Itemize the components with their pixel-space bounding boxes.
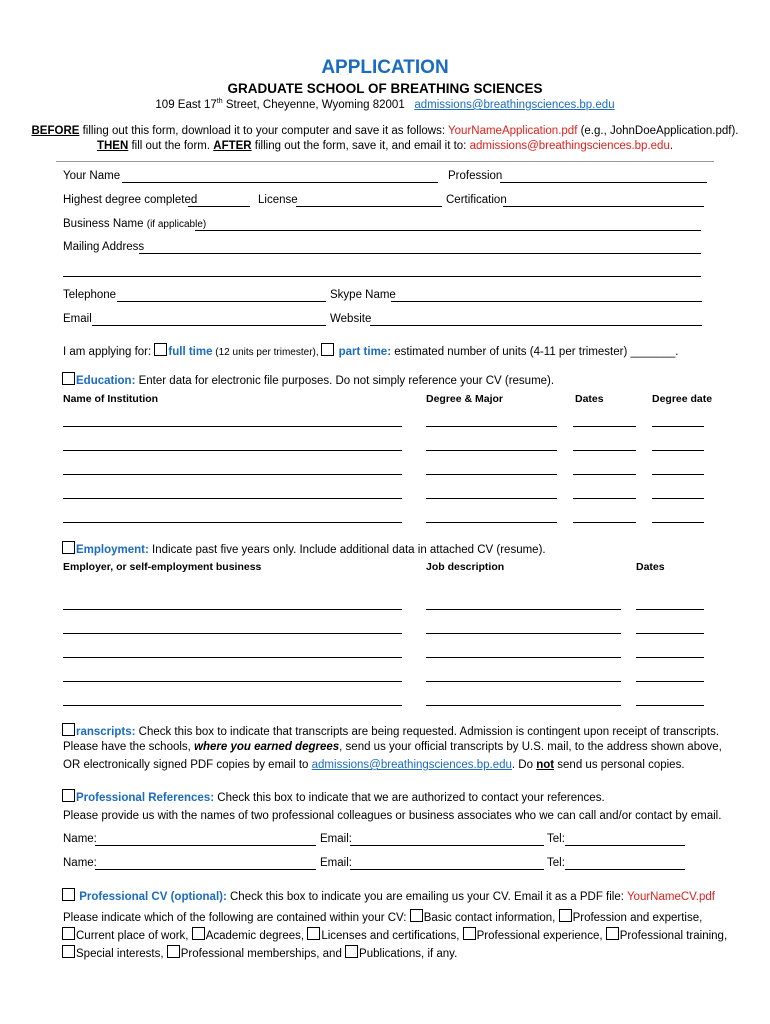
employment-row-1-field-3[interactable] <box>636 609 704 610</box>
education-row-5-field-2[interactable] <box>426 522 557 523</box>
cv-options-line-3 <box>62 945 457 960</box>
employment-row-2-field-2[interactable] <box>426 633 621 634</box>
then-label: THEN <box>96 140 129 152</box>
col-degree-date: Degree date <box>652 393 713 405</box>
ref1-email-label: Email: <box>320 833 352 845</box>
profession-field[interactable] <box>500 182 707 183</box>
email-field[interactable] <box>92 325 326 326</box>
references-note: Check this box to indicate that we are authorized to contact your references. <box>214 792 605 804</box>
col-employment-dates: Dates <box>636 561 665 573</box>
transcripts-email-link[interactable]: admissions@breathingsciences.bp.edu <box>311 759 512 771</box>
license-label: License <box>258 194 298 206</box>
transcripts-emphasis: where you earned degrees <box>194 741 340 753</box>
employment-row-4-field-3[interactable] <box>636 681 704 682</box>
highest-degree-label: Highest degree completed <box>63 194 198 206</box>
education-row-2-field-2[interactable] <box>426 450 557 451</box>
full-time-label: full time <box>168 346 213 358</box>
col-dates: Dates <box>575 393 604 405</box>
education-row-4-field-4[interactable] <box>652 498 704 499</box>
cv-prompt: Please indicate which of the following are contained within your CV: <box>63 912 410 924</box>
education-row-4-field-1[interactable] <box>63 498 402 499</box>
employment-row-3-field-1[interactable] <box>63 657 402 658</box>
col-job-description: Job description <box>426 561 505 573</box>
education-row-4-field-2[interactable] <box>426 498 557 499</box>
divider <box>56 161 714 162</box>
education-note: Enter data for electronic file purposes. Do not simply reference your CV (resume). <box>135 375 555 387</box>
school-address <box>0 98 770 111</box>
ref1-tel-field[interactable] <box>565 845 685 846</box>
col-institution: Name of Institution <box>63 393 159 405</box>
employment-row-5-field-3[interactable] <box>636 705 704 706</box>
part-time-checkbox[interactable] <box>321 343 334 356</box>
business-name-note: (if applicable) <box>146 219 207 230</box>
cv-training-label: Professional training, <box>619 930 728 942</box>
cv-options-line-1 <box>63 909 702 924</box>
cv-checkbox[interactable] <box>62 888 75 901</box>
cv-memberships-label: Professional memberships, and <box>180 948 346 960</box>
your-name-field[interactable] <box>122 182 438 183</box>
employment-row-1-field-1[interactable] <box>63 609 402 610</box>
education-header <box>62 372 554 387</box>
education-row-3-field-2[interactable] <box>426 474 557 475</box>
employment-row-5-field-1[interactable] <box>63 705 402 706</box>
cv-publications-label: Publications, if any. <box>359 948 458 960</box>
mailing-address-label: Mailing Address <box>63 241 145 253</box>
admissions-email-link[interactable]: admissions@breathingsciences.bp.edu <box>414 98 615 111</box>
ref2-tel-label: Tel: <box>547 857 565 869</box>
employment-row-3-field-3[interactable] <box>636 657 704 658</box>
cv-experience-label: Professional experience, <box>476 930 606 942</box>
cv-memberships-checkbox[interactable] <box>167 945 180 958</box>
instructions-line-2 <box>0 140 770 152</box>
profession-label: Profession <box>448 170 503 182</box>
mailing-address-field[interactable] <box>139 253 701 254</box>
education-row-1-field-1[interactable] <box>63 426 402 427</box>
ref2-tel-field[interactable] <box>565 869 685 870</box>
ref2-email-label: Email: <box>320 857 352 869</box>
employment-row-2-field-3[interactable] <box>636 633 704 634</box>
education-row-5-field-3[interactable] <box>573 522 636 523</box>
education-row-1-field-3[interactable] <box>573 426 636 427</box>
cv-profession-checkbox[interactable] <box>559 909 572 922</box>
education-row-3-field-4[interactable] <box>652 474 704 475</box>
ref1-name-field[interactable] <box>95 845 316 846</box>
highest-degree-field[interactable] <box>188 206 250 207</box>
page-title: APPLICATION <box>321 57 449 78</box>
ref2-name-field[interactable] <box>95 869 316 870</box>
cv-basic-checkbox[interactable] <box>410 909 423 922</box>
ref1-name-label: Name: <box>63 833 97 845</box>
website-label: Website <box>330 313 372 325</box>
education-row-2-field-1[interactable] <box>63 450 402 451</box>
employment-checkbox[interactable] <box>62 541 75 554</box>
cv-academic-label: Academic degrees, <box>205 930 308 942</box>
education-row-2-field-3[interactable] <box>573 450 636 451</box>
education-label: Education: <box>76 375 136 387</box>
part-time-label: part time: <box>338 346 392 358</box>
business-name-field[interactable] <box>195 230 701 231</box>
website-field[interactable] <box>370 325 702 326</box>
transcripts-note: Check this box to indicate that transcripts are being requested. Admission is contingent upon receipt of transcripts. <box>135 726 720 738</box>
instruction-text: (e.g., JohnDoeApplication.pdf). <box>577 125 739 137</box>
education-row-1-field-4[interactable] <box>652 426 704 427</box>
cv-filename: YourNameCV.pdf <box>626 891 715 903</box>
employment-header <box>62 541 546 556</box>
ref1-tel-label: Tel: <box>547 833 565 845</box>
education-row-5-field-1[interactable] <box>63 522 402 523</box>
mailing-address-field-2[interactable] <box>63 276 701 277</box>
employment-row-1-field-2[interactable] <box>426 609 621 610</box>
skype-label: Skype Name <box>330 289 396 301</box>
instructions-line-1 <box>0 125 770 137</box>
transcripts-line-3 <box>63 759 685 771</box>
education-row-1-field-2[interactable] <box>426 426 557 427</box>
telephone-label: Telephone <box>63 289 117 301</box>
transcripts-text: , send us your official transcripts by U.S. mail, to the address shown above, <box>339 741 722 753</box>
cv-profession-label: Profession and expertise, <box>572 912 703 924</box>
education-row-3-field-1[interactable] <box>63 474 402 475</box>
cv-current-label: Current place of work, <box>76 930 192 942</box>
employment-label: Employment: <box>76 544 149 556</box>
col-employer: Employer, or self-employment business <box>63 561 262 573</box>
address-sup: th <box>216 98 223 105</box>
certification-field[interactable] <box>503 206 704 207</box>
certification-label: Certification <box>446 194 507 206</box>
education-row-5-field-4[interactable] <box>652 522 704 523</box>
education-row-4-field-3[interactable] <box>573 498 636 499</box>
part-time-note: estimated number of units (4-11 per trimester) _______. <box>391 346 679 358</box>
transcripts-checkbox[interactable] <box>62 723 75 736</box>
address-part: Street, Cheyenne, Wyoming 82001 <box>222 98 405 111</box>
cv-publications-checkbox[interactable] <box>345 945 358 958</box>
business-name-text: Business Name <box>63 218 144 230</box>
cv-current-checkbox[interactable] <box>62 927 75 940</box>
instruction-text: filling out this form, download it to your computer and save it as follows: <box>79 125 449 137</box>
cv-options-line-2 <box>62 927 727 942</box>
employment-row-4-field-1[interactable] <box>63 681 402 682</box>
instruction-text: . <box>669 140 674 152</box>
your-name-label: Your Name <box>63 170 121 182</box>
address-part: 109 East 17 <box>155 98 217 111</box>
cv-licenses-label: Licenses and certifications, <box>321 930 463 942</box>
references-instructions: Please provide us with the names of two professional colleagues or business associates who we can call and/or contact by email. <box>63 810 722 822</box>
transcripts-text: . Do <box>511 759 537 771</box>
full-time-checkbox[interactable] <box>154 343 167 356</box>
cv-label: Professional CV (optional): <box>79 891 227 903</box>
instruction-text: fill out the form. <box>128 140 214 152</box>
employment-note: Indicate past five years only. Include additional data in attached CV (resume). <box>148 544 546 556</box>
transcripts-header <box>62 723 719 738</box>
cv-licenses-checkbox[interactable] <box>307 927 320 940</box>
cv-interests-label: Special interests, <box>76 948 167 960</box>
education-checkbox[interactable] <box>62 372 75 385</box>
instructions-email: admissions@breathingsciences.bp.edu <box>469 140 670 152</box>
cv-note: Check this box to indicate you are emailing us your CV. Email it as a PDF file: <box>226 891 627 903</box>
cv-interests-checkbox[interactable] <box>62 945 75 958</box>
cv-basic-label: Basic contact information, <box>423 912 559 924</box>
not-emphasis: not <box>536 759 555 771</box>
transcripts-line-2 <box>63 741 722 753</box>
cv-training-checkbox[interactable] <box>606 927 619 940</box>
before-label: BEFORE <box>31 125 80 137</box>
cv-academic-checkbox[interactable] <box>192 927 205 940</box>
instruction-text: filling out the form, save it, and email it to: <box>251 140 470 152</box>
transcripts-text: Please have the schools, <box>63 741 195 753</box>
education-row-3-field-3[interactable] <box>573 474 636 475</box>
cv-header <box>62 888 715 903</box>
employment-row-3-field-2[interactable] <box>426 657 621 658</box>
transcripts-label: ranscripts: <box>76 726 136 738</box>
license-field[interactable] <box>296 206 442 207</box>
applying-prefix: I am applying for: <box>63 346 155 358</box>
telephone-field[interactable] <box>117 301 326 302</box>
filename-text: YourNameApplication.pdf <box>448 125 578 137</box>
full-time-note: (12 units per trimester), <box>212 347 322 358</box>
col-degree-major: Degree & Major <box>426 393 504 405</box>
ref2-email-field[interactable] <box>350 869 544 870</box>
employment-row-2-field-1[interactable] <box>63 633 402 634</box>
business-name-label <box>63 218 206 230</box>
transcripts-text: send us personal copies. <box>554 759 685 771</box>
skype-field[interactable] <box>391 301 702 302</box>
ref1-email-field[interactable] <box>350 845 544 846</box>
education-row-2-field-4[interactable] <box>652 450 704 451</box>
references-checkbox[interactable] <box>62 789 75 802</box>
transcripts-text: OR electronically signed PDF copies by email to <box>63 759 312 771</box>
cv-experience-checkbox[interactable] <box>463 927 476 940</box>
school-name: GRADUATE SCHOOL OF BREATHING SCIENCES <box>227 81 543 96</box>
email-label: Email <box>63 313 92 325</box>
employment-row-4-field-2[interactable] <box>426 681 621 682</box>
after-label: AFTER <box>213 140 252 152</box>
references-header <box>62 789 605 804</box>
applying-for-row <box>63 343 678 358</box>
employment-row-5-field-2[interactable] <box>426 705 621 706</box>
ref2-name-label: Name: <box>63 857 97 869</box>
references-label: Professional References: <box>76 792 215 804</box>
